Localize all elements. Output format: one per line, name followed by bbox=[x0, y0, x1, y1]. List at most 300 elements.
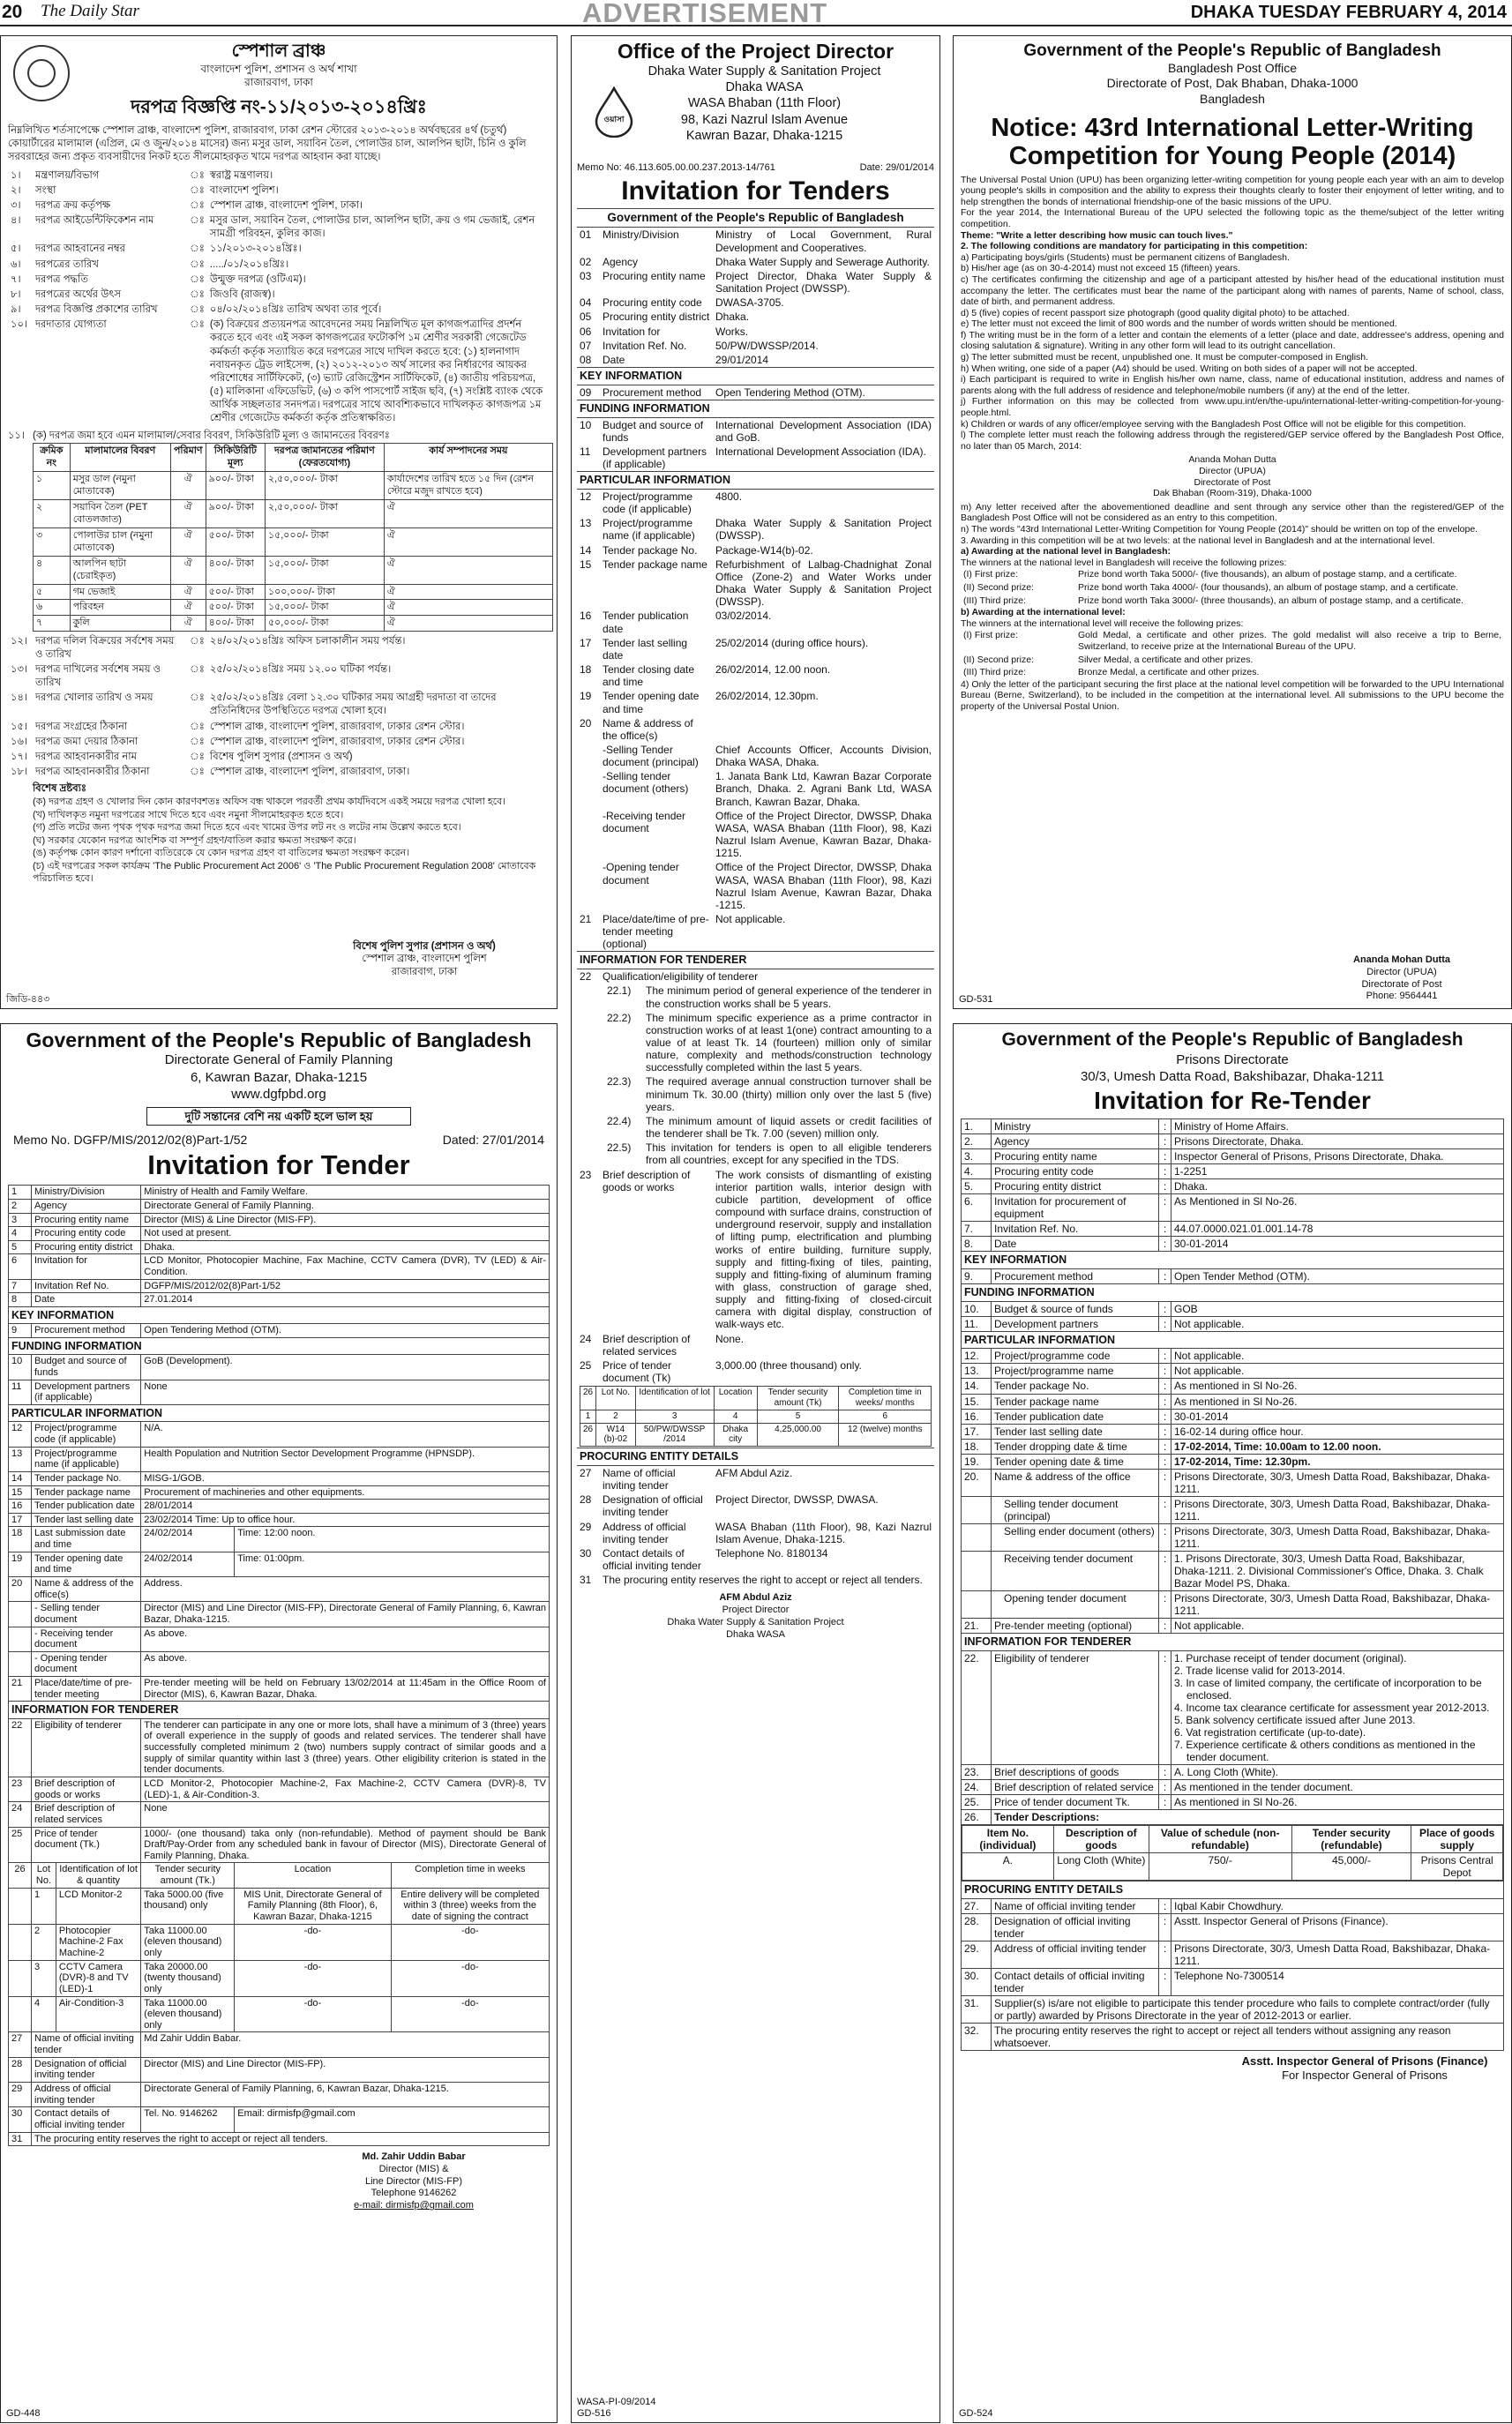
ad1-row bbox=[8, 288, 550, 303]
row-label: Procuring entity name bbox=[32, 1213, 141, 1227]
row-label: -Selling tender document (others) bbox=[603, 770, 689, 796]
row-number: 28 bbox=[580, 1493, 592, 1507]
ad5-row bbox=[962, 1898, 1504, 1913]
row-time: Time: 01:00pm. bbox=[235, 1552, 550, 1576]
ad1-rows bbox=[8, 168, 550, 427]
section-heading-row bbox=[962, 1331, 1504, 1349]
row-value: 27.01.2014 bbox=[141, 1293, 550, 1307]
section-heading-row bbox=[9, 1338, 550, 1355]
row-number: 4. bbox=[962, 1164, 992, 1179]
row-value: ০৪/০২/২০১৪খ্রিঃ তারিখ অথবা তার পূর্বে। bbox=[209, 304, 382, 316]
section-heading-row bbox=[962, 1252, 1504, 1269]
ad2-row bbox=[577, 1465, 934, 1493]
row-number: 7 bbox=[9, 1279, 32, 1293]
ad5-h1: Prisons Directorate bbox=[1176, 1051, 1289, 1067]
qualification-row bbox=[577, 1011, 934, 1075]
section-heading: PARTICULAR INFORMATION bbox=[962, 1331, 1504, 1349]
lot-cell bbox=[9, 1924, 32, 1960]
items-cell: ঐ bbox=[384, 600, 552, 616]
ad5-row bbox=[962, 1394, 1504, 1409]
row-value: Director (MIS) and Line Director (MIS-FP), Directorate General of Family Planning, 6, Kawran Bazar, Dhaka-1215. bbox=[141, 1602, 550, 1627]
ad1-code: জিডি-৪৪৩ bbox=[6, 994, 50, 1006]
row-number: ১। bbox=[11, 169, 21, 181]
row-colon: : bbox=[1159, 1454, 1171, 1469]
condition-item: m) Any letter received after the abovementioned deadline and sent through any service other than the registered/GEP of the Bangladesh Post Office will not be considered as an entry to this competition. bbox=[961, 501, 1504, 524]
row-value: None. bbox=[715, 1332, 745, 1345]
row-label: -Receiving tender document bbox=[603, 809, 686, 834]
row-label: Project/programme name bbox=[992, 1364, 1159, 1379]
wasa-logo-text: ওয়াসা bbox=[603, 115, 625, 124]
row-number: 25 bbox=[580, 1358, 592, 1372]
row-colon: ঃ bbox=[190, 319, 205, 331]
row-label: Address of official inviting tender bbox=[603, 1520, 686, 1545]
row-label: Name & address of the office(s) bbox=[603, 716, 693, 742]
row-colon: : bbox=[1159, 1237, 1171, 1252]
lot-header-cell: Tender security amount (Tk) bbox=[757, 1387, 839, 1410]
items-cell: ঐ bbox=[384, 615, 552, 631]
row-value: DGFP/MIS/2012/02(8)Part-1/52 bbox=[141, 1279, 550, 1293]
row-label: Development partners (if applicable) bbox=[32, 1380, 141, 1404]
row-value: জিওবি (রাজস্ব)। bbox=[209, 288, 275, 300]
row-label: Designation of official inviting tender bbox=[992, 1913, 1159, 1941]
ad2-sig3: Dhaka Water Supply & Sanitation Project bbox=[667, 1616, 844, 1627]
ad4-row bbox=[9, 1355, 550, 1380]
row-label: - Opening tender document bbox=[32, 1651, 141, 1676]
ad4-row bbox=[9, 1827, 550, 1863]
row-label: Pre-tender meeting (optional) bbox=[992, 1619, 1159, 1634]
lot-cell bbox=[9, 1996, 32, 2032]
lot-cell: W14 (b)-02 bbox=[596, 1423, 635, 1447]
row-value: Package-W14(b)-02. bbox=[715, 543, 813, 557]
lot-header-cell: Lot No. bbox=[596, 1387, 635, 1410]
items-cell: ঐ bbox=[384, 584, 552, 600]
ad2-row bbox=[577, 1168, 934, 1332]
prize-label: (II) Second prize: bbox=[963, 581, 1034, 593]
row-number: 26. bbox=[962, 1810, 992, 1825]
items-cell: ৯০০/- টাকা bbox=[206, 471, 265, 499]
ad1-sig1: বিশেষ পুলিশ সুপার (প্রশাসন ও অর্থ) bbox=[353, 940, 496, 952]
ad2-sig2: Project Director bbox=[722, 1605, 790, 1616]
tender-desc-header-cell: Description of goods bbox=[1053, 1826, 1149, 1853]
ad3-conditions-list2 bbox=[961, 502, 1504, 546]
row-value: ১১/২০১৩-২০১৪খ্রিঃ। bbox=[209, 243, 302, 255]
lot-row bbox=[580, 1423, 932, 1447]
row-number: 14 bbox=[9, 1471, 32, 1485]
ad2-row bbox=[577, 385, 934, 400]
qualification-item bbox=[600, 1141, 934, 1167]
wasa-drop-icon bbox=[593, 86, 635, 138]
lot-header bbox=[9, 1863, 550, 1888]
prize-label: (II) Second prize: bbox=[963, 654, 1034, 665]
ad2-h6: Kawran Bazar, Dhaka-1215 bbox=[685, 128, 843, 143]
condition-item: n) The words "43rd International Letter-Writing Competition for Young People (2014)" should be written on top of the envelope. bbox=[961, 523, 1478, 535]
ad5-row bbox=[962, 1913, 1504, 1941]
row-label: দরপত্র সংগ্রহের ঠিকানা bbox=[35, 721, 128, 732]
prize-value: Silver Medal, a certificate and other prizes. bbox=[1078, 654, 1254, 665]
qualification-text: The minimum period of general experience of the tenderer in the construction works shall be 5 years. bbox=[646, 984, 932, 1010]
tender-desc-cell-value: 750/- bbox=[1149, 1853, 1291, 1881]
items-cell: গম ভেজাই bbox=[70, 584, 170, 600]
row-colon: ঃ bbox=[190, 199, 205, 211]
row-colon: ঃ bbox=[190, 692, 205, 704]
ad5-row bbox=[962, 1551, 1504, 1590]
row-number: 13. bbox=[962, 1364, 992, 1379]
row-number: 9 bbox=[9, 1324, 32, 1338]
special-note: (ঙ) কর্তৃপক্ষ কোন কারণ দর্শানো ব্যতিরেকে যে কোন দরপত্র গ্রহণ বা বাতিলের ক্ষমতা সংরক্ষণ করেন। bbox=[33, 848, 410, 859]
ad4-row bbox=[9, 1199, 550, 1213]
row-colon: : bbox=[1159, 1619, 1171, 1634]
items-cell: ঐ bbox=[170, 499, 206, 527]
row-value: Dhaka. bbox=[1171, 1179, 1504, 1194]
row-label: - Receiving tender document bbox=[32, 1627, 141, 1651]
row-label: Tender package No. bbox=[32, 1471, 141, 1485]
row-value: Inspector General of Prisons, Prisons Directorate, Dhaka. bbox=[1171, 1149, 1504, 1164]
row-colon: : bbox=[1159, 1469, 1171, 1496]
lot-number-row bbox=[580, 1410, 932, 1423]
row-value: The tenderer can participate in any one or more lots, shall have a minimum of 3 (three) years of overall experience in the supply of goods and related services. The tenderer shall have successfully completed minimum 2 (two) numbers supply contract of similar goods and a supply of similar quantity within last 3 (three) years. Other eligibility criterion is stated in the tender documents. bbox=[141, 1718, 550, 1777]
lot-header-cell: Identification of lot bbox=[635, 1387, 714, 1410]
row-colon: : bbox=[1159, 1301, 1171, 1316]
items-cell: ঐ bbox=[384, 556, 552, 584]
page-number: 20 bbox=[2, 2, 23, 22]
row-value: The work consists of dismantling of existing interior partition walls, interior design with cubicle partition, development of office compound with surface drains, construction of underground reservoir, supply and installation of lifting pump, electrification and plumbing works of entire building, furniture supply, supply and fitting-fixing of tiles, painting, supply and fitting-fixing of aluminum framing with glass, construction of garage shed, supply and fitting-fixing of closed-circuit camera with digital display, construction of walk-ways etc. bbox=[715, 1168, 932, 1331]
ad2-row bbox=[577, 636, 934, 662]
row-label: Tender last selling date bbox=[603, 636, 688, 662]
row-colon: : bbox=[1159, 1590, 1171, 1618]
row-number bbox=[577, 743, 600, 769]
row-label: Procurement method bbox=[32, 1324, 141, 1338]
ad5-row bbox=[962, 1119, 1504, 1134]
row-number: ৮। bbox=[11, 288, 21, 300]
items-cell: কুলি bbox=[70, 615, 170, 631]
section-heading: PARTICULAR INFORMATION bbox=[9, 1404, 550, 1421]
row-number: 11. bbox=[962, 1316, 992, 1331]
row-label: Brief description of related services bbox=[32, 1802, 141, 1827]
row-number: 23 bbox=[580, 1168, 592, 1181]
ad2-row bbox=[577, 255, 934, 269]
row-value: Md Zahir Uddin Babar. bbox=[141, 2032, 550, 2057]
row-colon: : bbox=[1159, 1364, 1171, 1379]
items-cell: ১৫,০০০/- টাকা bbox=[265, 556, 384, 584]
tender-desc-cell-value: Long Cloth (White) bbox=[1053, 1853, 1149, 1881]
row-label: Tender package No. bbox=[992, 1379, 1159, 1394]
row-value: AFM Abdul Aziz. bbox=[715, 1466, 793, 1479]
ad1-row bbox=[8, 183, 550, 198]
items-header-cell: সিকিউরিটি মূল্য bbox=[206, 443, 265, 471]
ad1-items-table bbox=[33, 443, 553, 632]
row-number: 21 bbox=[580, 913, 592, 925]
items-cell: ২ bbox=[34, 499, 71, 527]
row-label: Tender publication date bbox=[32, 1500, 141, 1514]
qualification-text: The minimum specific experience as a prime contractor in construction works of at least 1(one) contract amounting to a value of at least Tk. 14 (fourteen) million only of similar nature, complexity and methods/construction technology successfully completed within the last 5 years. bbox=[646, 1011, 932, 1074]
row-number: 5. bbox=[962, 1179, 992, 1194]
row-number: 12 bbox=[580, 490, 592, 503]
row-label: Price of tender document (Tk.) bbox=[32, 1827, 141, 1863]
ad2-row bbox=[577, 716, 934, 743]
row-number: 27 bbox=[9, 2032, 32, 2057]
row-colon: : bbox=[1159, 1439, 1171, 1454]
ad4-row bbox=[9, 2132, 550, 2146]
row-number: ১০। bbox=[11, 319, 28, 331]
ad2-row bbox=[577, 325, 934, 339]
row-label: Invitation Ref. No. bbox=[992, 1222, 1159, 1237]
row-label: The procuring entity reserves the right to accept or reject all tenders without assigning any reason whatsoever. bbox=[992, 2024, 1504, 2051]
items-cell: ৫ bbox=[34, 584, 71, 600]
eligibility-item: 6. Vat registration certificate (up-to-date). bbox=[1174, 1725, 1366, 1739]
ad5-row bbox=[962, 1179, 1504, 1194]
ad5-row bbox=[962, 1941, 1504, 1968]
row-number: 3. bbox=[962, 1149, 992, 1164]
ad3-national-text: The winners at the national level in Bangladesh will receive the following prizes: bbox=[961, 557, 1287, 568]
section-heading: FUNDING INFORMATION bbox=[577, 400, 934, 417]
lot-header-cell: 26 bbox=[580, 1387, 596, 1410]
row-label: দরপত্র আইডেন্টিফিকেশন নাম bbox=[35, 215, 154, 227]
row-number: 15 bbox=[580, 557, 592, 571]
row-label: মন্ত্রণালয়/বিভাগ bbox=[35, 169, 100, 181]
ad2-row bbox=[577, 969, 934, 984]
qualification-text: The required average annual construction turnover shall be minimum Tk. 30.00 (thirty) million only over the last 5 (five) years. bbox=[646, 1075, 932, 1113]
items-cell: ৫০০/- টাকা bbox=[206, 527, 265, 556]
ad1-row bbox=[8, 303, 550, 318]
lot-header-cell: 26 bbox=[9, 1863, 32, 1888]
lot-cell: -do- bbox=[235, 1996, 391, 2032]
items-cell: ৪০০/- টাকা bbox=[206, 615, 265, 631]
signature-line: e-mail: dirmisfp@gmail.com bbox=[354, 2200, 474, 2211]
row-label: দরপত্র আহবানকারীর নাম bbox=[35, 751, 137, 762]
row-label: Development partners (if applicable) bbox=[603, 445, 707, 471]
row-value: Prisons Directorate, 30/3, Umesh Datta Road, Bakshibazar, Dhaka-1211. bbox=[1171, 1941, 1504, 1968]
row-value: MISG-1/GOB. bbox=[141, 1471, 550, 1485]
ad5-row bbox=[962, 1650, 1504, 1764]
row-number: 6. bbox=[962, 1194, 992, 1222]
ad2-row bbox=[577, 296, 934, 310]
row-colon: : bbox=[1159, 1119, 1171, 1134]
row-number: 14 bbox=[580, 543, 592, 557]
ad1-title: স্পেশাল ব্রাঞ্চ bbox=[231, 41, 326, 61]
special-note: (ক) দরপত্র গ্রহণ ও খোলার দিন কোন কারণবশতঃ অফিস বন্ধ থাকলে পরবর্তী প্রথম কার্যদিবসে একই সময়ে দরপত্র খোলা হবে। bbox=[33, 797, 506, 808]
ad5-row bbox=[962, 1364, 1504, 1379]
ad4-row bbox=[9, 1293, 550, 1307]
post-office-letter-writing-ad bbox=[953, 35, 1512, 1009]
items-header-cell: পরিমাণ bbox=[170, 443, 206, 471]
qualification-item bbox=[600, 1114, 934, 1141]
ad1-row bbox=[8, 273, 550, 288]
items-row bbox=[34, 584, 553, 600]
row-number: 17. bbox=[962, 1424, 992, 1439]
ad4-slogan: দুটি সন্তানের বেশি নয় একটি হলে ভাল হয় bbox=[146, 1107, 411, 1126]
row-value: International Development Association (IDA) and GoB. bbox=[715, 418, 932, 444]
row-value: Prisons Directorate, 30/3, Umesh Datta Road, Bakshibazar, Dhaka-1211. bbox=[1171, 1590, 1504, 1618]
ad4-row bbox=[9, 2083, 550, 2107]
ad2-row bbox=[577, 339, 934, 353]
lot-table-cell bbox=[577, 1385, 934, 1448]
row-label: Project/programme name (if applicable) bbox=[32, 1447, 141, 1471]
items-cell: ২,৫০,০০০/- টাকা bbox=[265, 471, 384, 499]
row-value: Not applicable. bbox=[1171, 1364, 1504, 1379]
row-label: Procuring entity name bbox=[603, 269, 706, 282]
lot-cell: 26 bbox=[580, 1423, 596, 1447]
lot-cell: Air-Condition-3 bbox=[56, 1996, 140, 2032]
row-value: 1. Prisons Directorate, 30/3, Umesh Datta Road, Bakshibazar, Dhaka-1211. 2. Divisional Commissioner's Office, Dhaka. 3. Chalk Bazar Model PS, Dhaka. bbox=[1171, 1551, 1504, 1590]
ad4-h1: Directorate General of Family Planning bbox=[164, 1052, 393, 1068]
row-label: দরপত্র আহবানকারীর ঠিকানা bbox=[35, 767, 150, 778]
ad3-cond: 2. The following conditions are mandatory for participating in this competition: bbox=[961, 241, 1308, 252]
ad1-row bbox=[8, 720, 550, 735]
lot-cell: Taka 20000.00 (twenty thousand) only bbox=[141, 1960, 235, 1996]
row-label: - Selling tender document bbox=[32, 1602, 141, 1627]
tender-desc-row bbox=[962, 1825, 1504, 1882]
row-number bbox=[577, 769, 600, 808]
row-number: 31. bbox=[962, 1996, 992, 2024]
ad2-row bbox=[577, 662, 934, 689]
row-label: Date bbox=[32, 1293, 141, 1307]
ad2-row bbox=[577, 228, 934, 254]
lot-cell: 2 bbox=[32, 1924, 56, 1960]
row-number: 16. bbox=[962, 1409, 992, 1424]
lot-col-number: 5 bbox=[757, 1410, 839, 1423]
row-value: Director (MIS) and Line Director (MIS-FP). bbox=[141, 2057, 550, 2082]
row-label: Agency bbox=[603, 255, 639, 268]
row-value: 29/01/2014 bbox=[715, 353, 769, 366]
ad5-row bbox=[962, 1194, 1504, 1222]
row-value: বাংলাদেশ পুলিশ। bbox=[209, 184, 279, 196]
row-number: ৯। bbox=[11, 304, 21, 316]
ad2-h2: Dhaka Water Supply & Sanitation Project bbox=[647, 64, 881, 79]
ad5-sig2: For Inspector General of Prisons bbox=[1282, 2069, 1448, 2083]
row-label: Brief description of related service bbox=[992, 1779, 1159, 1794]
lot-cell: LCD Monitor-2 bbox=[56, 1888, 140, 1924]
ad4-row bbox=[9, 1254, 550, 1279]
row-number: 18. bbox=[962, 1439, 992, 1454]
row-number: 31 bbox=[9, 2132, 32, 2146]
row-number: 10 bbox=[9, 1355, 32, 1380]
row-value: 26/02/2014, 12.00 noon. bbox=[715, 663, 831, 677]
row-value: Procurement of machineries and other equipments. bbox=[141, 1485, 550, 1500]
ad2-h1: Office of the Project Director bbox=[617, 40, 894, 63]
eligibility-item: 4. Income tax clearance certificate for assessment year 2012-2013. bbox=[1174, 1701, 1490, 1714]
row-value: GOB bbox=[1171, 1301, 1504, 1316]
row-value: Dhaka. bbox=[715, 310, 750, 324]
section-heading: KEY INFORMATION bbox=[9, 1306, 550, 1323]
row-label: Tender package name bbox=[32, 1485, 141, 1500]
ad5-row bbox=[962, 1222, 1504, 1237]
lot-cell: MIS Unit, Directorate General of Family Planning (8th Floor), 6, Kawran Bazar, Dhaka-1215 bbox=[235, 1888, 391, 1924]
row-number: 28. bbox=[962, 1913, 992, 1941]
row-label: Tender opening date and time bbox=[603, 690, 700, 715]
row-number: 22 bbox=[9, 1718, 32, 1777]
lot-col-number: 2 bbox=[596, 1410, 635, 1423]
row-number: 12. bbox=[962, 1349, 992, 1364]
row-colon: ঃ bbox=[190, 273, 205, 285]
row-value: Chief Accounts Officer, Accounts Division, Dhaka WASA, Dhaka. bbox=[715, 743, 932, 769]
row-label: Address of official inviting tender bbox=[32, 2083, 141, 2107]
tender-desc-data bbox=[962, 1853, 1503, 1881]
row-number: 19. bbox=[962, 1454, 992, 1469]
ad3-address bbox=[961, 454, 1504, 498]
row-label: Brief description of goods or works bbox=[603, 1168, 691, 1193]
ad1-row bbox=[8, 691, 550, 719]
ad5-row bbox=[962, 1301, 1504, 1316]
ad5-row bbox=[962, 1469, 1504, 1496]
special-note: (ঘ) সরকার যেকোন দরপত্র আংশিক বা সম্পূর্ণ গ্রহণ/বাতিল করার ক্ষমতা সংরক্ষণ করে। bbox=[33, 834, 356, 846]
row-label: Procuring entity code bbox=[603, 296, 702, 310]
row-label: Receiving tender document bbox=[992, 1551, 1159, 1590]
prize-label: (I) First prize: bbox=[963, 569, 1018, 580]
row-label: Project/programme code (if applicable) bbox=[603, 490, 693, 516]
ad5-signature bbox=[1225, 2054, 1504, 2084]
row-label: Budget & source of funds bbox=[992, 1301, 1159, 1316]
row-colon: : bbox=[1159, 1194, 1171, 1222]
tender-desc-header-cell: Place of goods supply bbox=[1411, 1826, 1503, 1853]
row-number bbox=[9, 1651, 32, 1676]
row-value: Directorate General of Family Planning. bbox=[141, 1199, 550, 1213]
row-label: Procuring entity district bbox=[32, 1240, 141, 1254]
row-value: LCD Monitor, Photocopier Machine, Fax Machine, CCTV Camera (DVR), TV (LED) & Air-Condition. bbox=[141, 1254, 550, 1279]
row-number: 13 bbox=[580, 517, 592, 530]
ad4-row bbox=[9, 1777, 550, 1801]
spacer bbox=[577, 1011, 600, 1075]
section-heading-row bbox=[577, 1448, 934, 1466]
row-number: 21. bbox=[962, 1619, 992, 1634]
ad5-row bbox=[962, 1619, 1504, 1634]
qualification-item bbox=[600, 1074, 934, 1113]
qualification-row bbox=[577, 1114, 934, 1141]
ad3-national-heading: a) Awarding at the national level in Bangladesh: bbox=[961, 546, 1171, 557]
row-value: Health Population and Nutrition Sector Development Programme (HPNSDP). bbox=[141, 1447, 550, 1471]
row-value: 28/01/2014 bbox=[141, 1500, 550, 1514]
row-value: 30-01-2014 bbox=[1171, 1409, 1504, 1424]
ad5-row bbox=[962, 1349, 1504, 1364]
ad2-row bbox=[577, 310, 934, 324]
row-value: ...../০১/২০১৪খ্রিঃ। bbox=[209, 258, 289, 270]
ad2-row bbox=[577, 490, 934, 517]
qualification-item bbox=[600, 1011, 934, 1075]
row-number: 5 bbox=[9, 1240, 32, 1254]
ad1-sub2: রাজারবাগ, ঢাকা bbox=[244, 76, 313, 89]
row-value: 4800. bbox=[715, 490, 743, 503]
row-colon: : bbox=[1159, 1179, 1171, 1194]
row-number: 29 bbox=[580, 1520, 592, 1533]
ad1-row bbox=[8, 634, 550, 662]
row-colon: ঃ bbox=[190, 304, 205, 316]
row-value: ২৪/০২/২০১৪খ্রিঃ অফিস চলাকালীন সময় পর্যন্ত। bbox=[209, 635, 406, 647]
row-colon: ঃ bbox=[190, 243, 205, 255]
row-value: Dhaka Water Supply & Sanitation Project (DWSSP). bbox=[715, 517, 932, 542]
row-phone: Tel. No. 9146262 bbox=[141, 2107, 235, 2132]
ad4-row bbox=[9, 1186, 550, 1200]
condition-item: l) The complete letter must reach the following address through the registered/GEP service offered by the Bangladesh Post Office, no later than 05 March, 2014: bbox=[961, 430, 1504, 452]
row-number: 8. bbox=[962, 1237, 992, 1252]
ad5-sig1: Asstt. Inspector General of Prisons (Finance) bbox=[1241, 2054, 1488, 2069]
row-label: Designation of official inviting tender bbox=[32, 2057, 141, 2082]
signature-line: Telephone 9146262 bbox=[371, 2188, 457, 2199]
row-value: As mentioned in Sl No-26. bbox=[1171, 1795, 1504, 1810]
qualification-row bbox=[577, 1074, 934, 1113]
row-label: Tender closing date and time bbox=[603, 663, 695, 689]
row-number bbox=[962, 1496, 992, 1523]
qualification-line bbox=[607, 1141, 932, 1166]
condition-item: a) Participating boys/girls (Students) must be permanent citizens of Bangladesh. bbox=[961, 251, 1290, 263]
special-note: (খ) দাখিলকৃত নমুনা দরপত্রের সাথে দিতে হবে এবং নমুনা সীলমোহরকৃত হতে হবে। bbox=[33, 809, 344, 820]
row-label: -Selling Tender document (principal) bbox=[603, 743, 699, 769]
section-heading-row bbox=[962, 1284, 1504, 1302]
ad5-row bbox=[962, 1237, 1504, 1252]
ad2-row bbox=[577, 1520, 934, 1546]
section-heading: INFORMATION FOR TENDERER bbox=[962, 1634, 1504, 1651]
row-value: 1-2251 bbox=[1171, 1164, 1504, 1179]
row-number: 25 bbox=[9, 1827, 32, 1863]
ad4-govt: Government of the People's Republic of Bangladesh bbox=[26, 1029, 532, 1051]
